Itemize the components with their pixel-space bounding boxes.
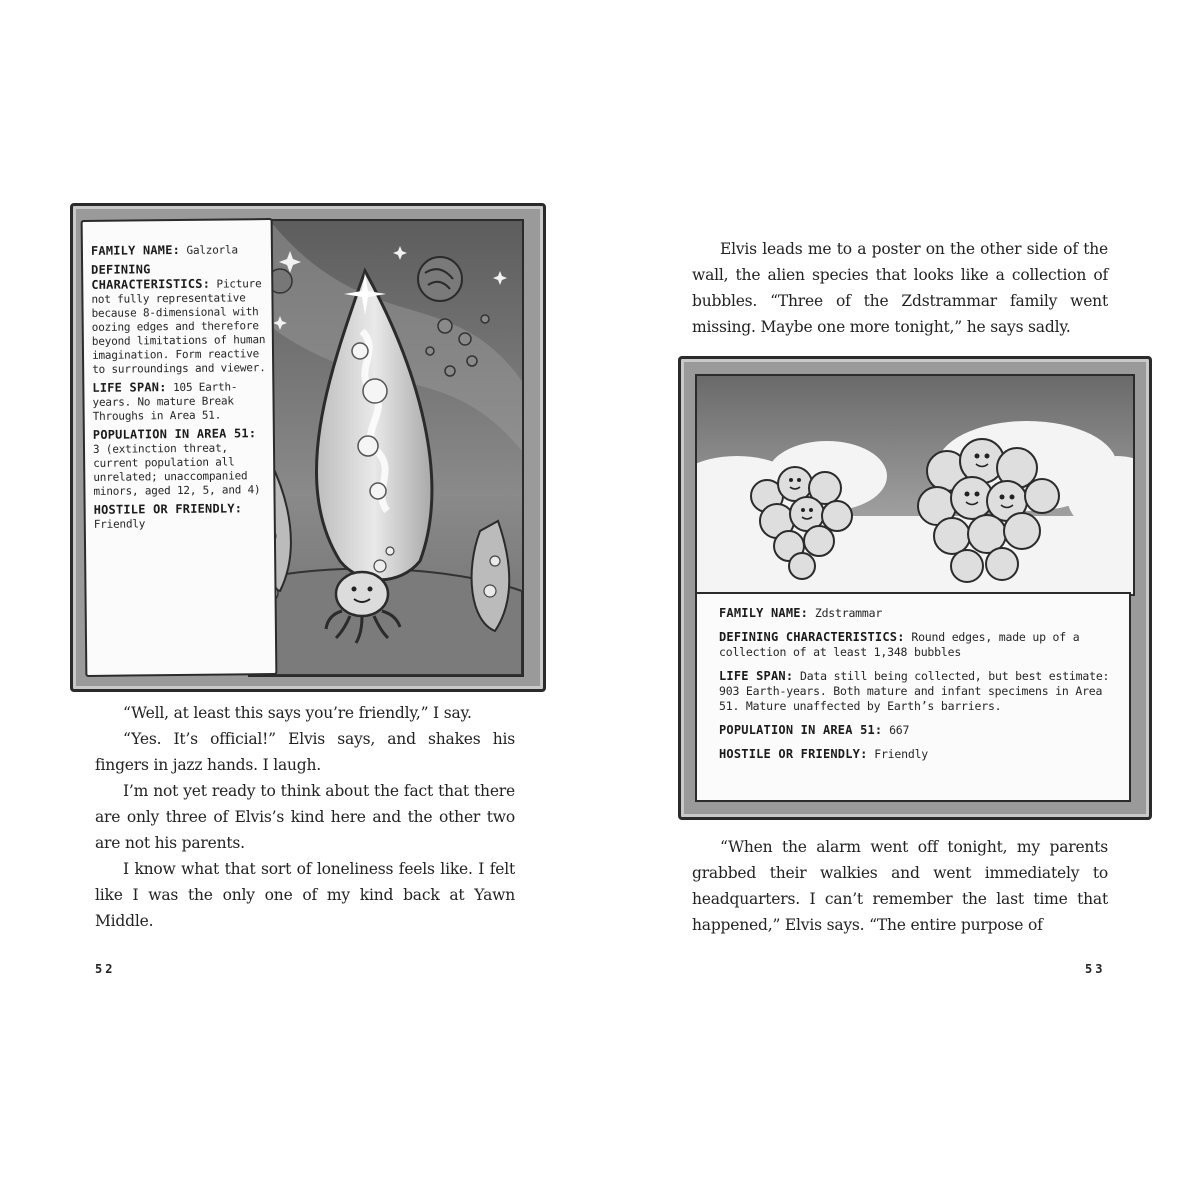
population-value: 667 (889, 723, 910, 737)
defining-characteristics-value: Picture not fully representative because 8-dimensional with oozing edges and therefore beyond limitations of human imagination. Form reactive to surroundings and viewer. (91, 277, 266, 376)
defining-characteristics-value: Round edges, made up of a collection of at least 1,348 bubbles (719, 630, 1080, 659)
hostile-or-friendly-value: Friendly (93, 517, 146, 531)
page-number: 52 (95, 962, 116, 976)
paragraph: Elvis leads me to a poster on the other side of the wall, the alien species that looks like a collection of bubbles. “Three of the Zdstrammar family went missing. Maybe one more tonight,” he says sadly. (692, 240, 1108, 336)
hostile-or-friendly-field (719, 747, 1119, 762)
right-page-text-top (692, 236, 1108, 340)
population-value: 3 (extinction threat, current population all unrelated; unaccompanied minors, aged 12, 5, and 4) (92, 441, 261, 498)
hostile-or-friendly-value: Friendly (874, 747, 929, 761)
paragraph: I’m not yet ready to think about the fact that there are only three of Elvis’s kind here and the other two are not his parents. (95, 782, 515, 852)
family-name-field (719, 606, 1119, 621)
galzorla-info-card (81, 218, 278, 677)
paragraph: “Yes. It’s official!” Elvis says, and shakes his fingers in jazz hands. I laugh. (95, 730, 515, 774)
family-name-value: Galzorla (186, 243, 238, 257)
life-span-label: LIFE SPAN: (92, 380, 167, 395)
right-page-text-bottom (692, 834, 1108, 938)
family-name-value: Zdstrammar (814, 606, 883, 620)
zdstrammar-illustration (695, 374, 1135, 596)
zdstrammar-poster (678, 356, 1152, 820)
paragraph: “When the alarm went off tonight, my parents grabbed their walkies and went immediately to headquarters. I can’t remember the last time that happened,” Elvis says. “The entire purpose of (692, 838, 1108, 934)
galzorla-illustration (248, 219, 524, 677)
zdstrammar-scene-graphic (697, 376, 1133, 594)
life-span-label: LIFE SPAN: (719, 669, 794, 683)
life-span-field (719, 669, 1119, 714)
hostile-or-friendly-label: HOSTILE OR FRIENDLY: (93, 501, 243, 517)
family-name-field (91, 242, 265, 259)
defining-characteristics-label: DEFINING CHARACTERISTICS: (719, 630, 905, 644)
page-number: 53 (1085, 962, 1106, 976)
paragraph: I know what that sort of loneliness feels like. I felt like I was the only one of my kind back at Yawn Middle. (95, 860, 515, 930)
population-label: POPULATION IN AREA 51: (719, 723, 883, 737)
population-field (93, 426, 268, 499)
population-label: POPULATION IN AREA 51: (92, 426, 257, 442)
defining-characteristics-field (719, 630, 1119, 660)
life-span-value: 105 Earth-years. No mature Break Throughs in Area 51. (92, 380, 238, 423)
left-page-text (95, 700, 515, 934)
defining-characteristics-label: DEFINING CHARACTERISTICS: (91, 262, 211, 292)
life-span-field (92, 379, 266, 424)
hostile-or-friendly-label: HOSTILE OR FRIENDLY: (719, 747, 868, 761)
family-name-label: FAMILY NAME: (90, 242, 181, 258)
hostile-or-friendly-field (94, 501, 268, 532)
family-name-label: FAMILY NAME: (719, 606, 809, 620)
paragraph: “Well, at least this says you’re friendly,” I say. (123, 704, 472, 722)
defining-characteristics-field (91, 261, 266, 377)
life-span-value: Data still being collected, but best estimate: 903 Earth-years. Both mature and infant specimens in Area 51. Mature unaffected by Earth’s barriers. (719, 669, 1110, 713)
zdstrammar-info-card (695, 592, 1131, 802)
population-field (719, 723, 1119, 738)
galzorla-poster (70, 203, 546, 692)
galzorla-scene-graphic (250, 221, 522, 675)
